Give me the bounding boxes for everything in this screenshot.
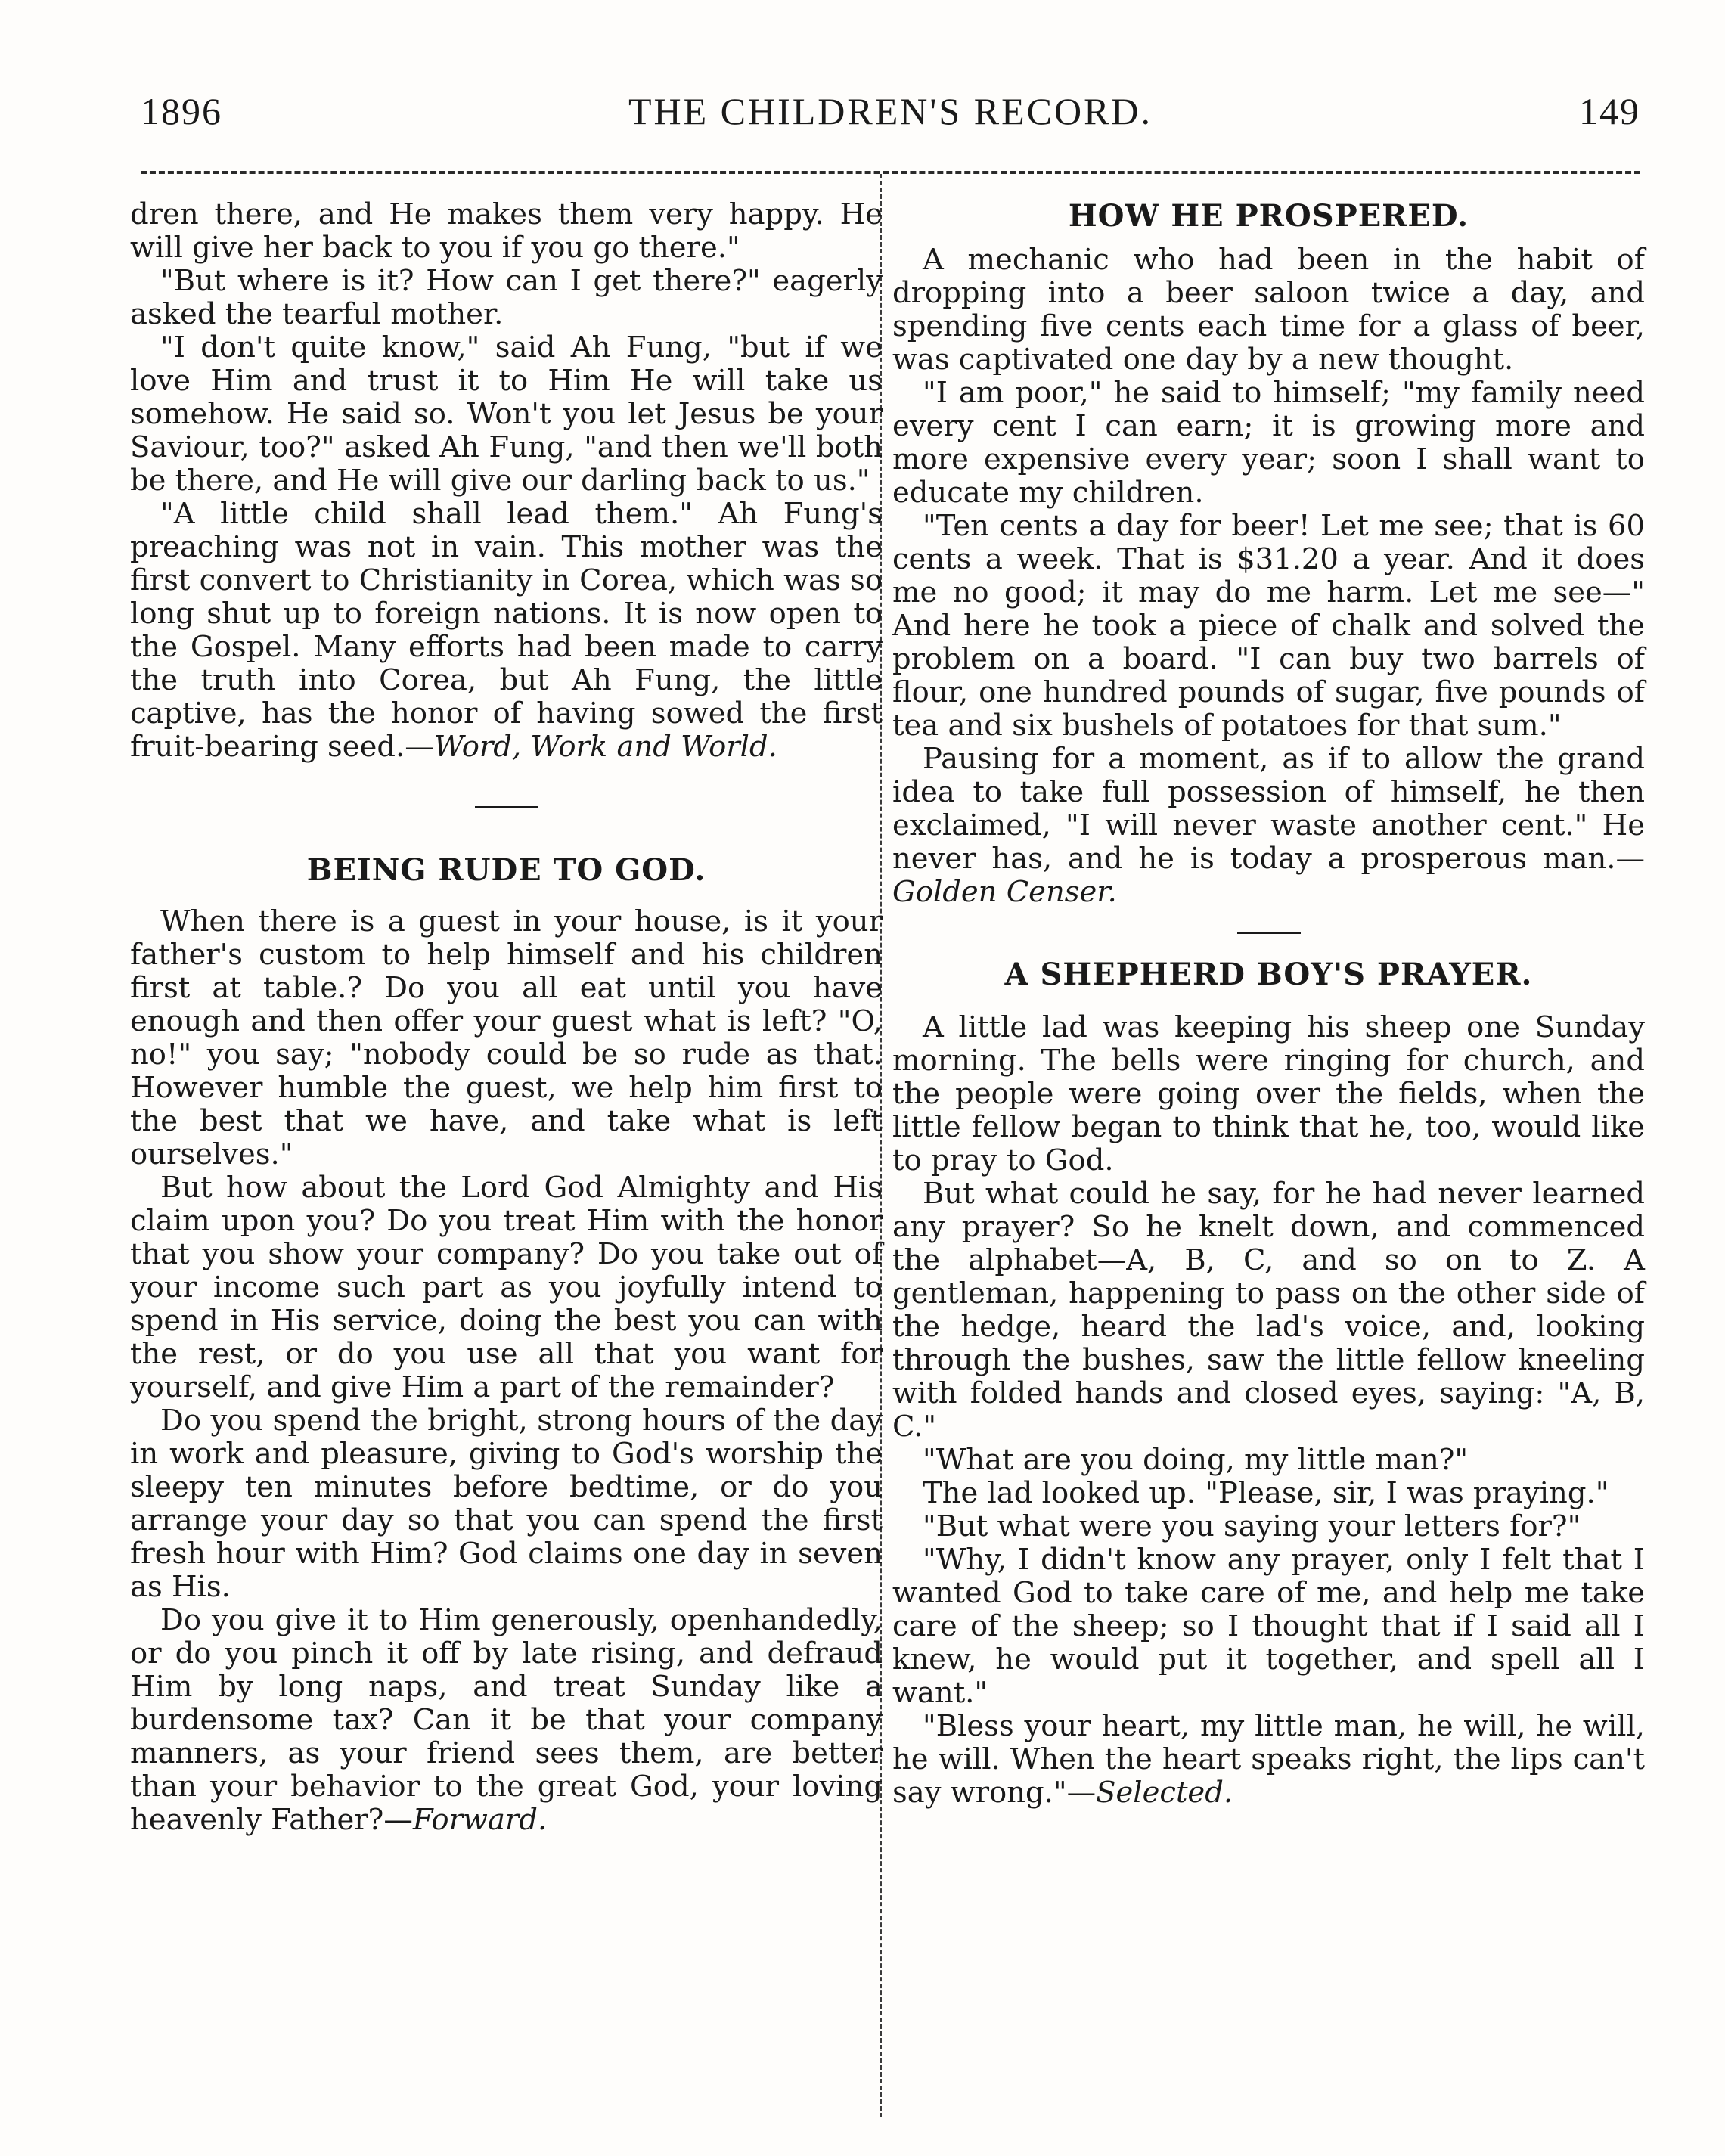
article-title-being-rude: BEING RUDE TO GOD. — [306, 852, 706, 888]
shepherd-paragraph: A little lad was keeping his sheep one Sunday morning. The bells were ringing for church, and the people were going over the fields, when the little fellow began to think that he, too, would like to pray to God. — [892, 1010, 1645, 1177]
header-rule — [141, 171, 1640, 174]
prospered-paragraph: "Ten cents a day for beer! Let me see; that is 60 cents a week. That is $31.20 a year. And it does me no good; it may do me harm. Let me see—" And here he took a piece of chalk and solved the problem on a board. "I can buy two barrels of flour, one hundred pounds of sugar, five pounds of tea and six bushels of potatoes for that sum." — [892, 509, 1645, 743]
story-end-attribution: Word, Work and World. — [433, 730, 777, 764]
prospered-paragraph — [892, 743, 1645, 909]
article-title-how-he-prospered: HOW HE PROSPERED. — [1068, 198, 1469, 234]
shepherd-attribution: Selected. — [1096, 1776, 1233, 1810]
story-end-paragraph — [130, 498, 883, 764]
prospered-attribution: Golden Censer. — [892, 875, 1117, 909]
being-rude-text: Do you give it to Him generously, openhandedly, or do you pinch it off by late rising, and defraud Him by long naps, and treat Sunday like a burdensome tax? Can it be that your company manners, as your friend sees them, are better than your behavior to the great God, your loving heavenly Father?— — [130, 1603, 883, 1837]
shepherd-text: "Bless your heart, my little man, he will, he will, he will. When the heart speaks right, the lips can't say wrong."— — [892, 1709, 1645, 1810]
prospered-paragraph: A mechanic who had been in the habit of dropping into a beer saloon twice a day, and spending five cents each time for a glass of beer, was captivated one day by a new thought. — [892, 243, 1645, 377]
prospered-paragraph: "I am poor," he said to himself; "my family need every cent I can earn; it is growing more and more expensive every year; soon I shall want to educate my children. — [892, 376, 1645, 510]
story-end-paragraph: "But where is it? How can I get there?" eagerly asked the tearful mother. — [130, 264, 883, 331]
shepherd-paragraph: The lad looked up. "Please, sir, I was praying." — [923, 1476, 1609, 1510]
story-end-text: "A little child shall lead them." Ah Fung's preaching was not in vain. This mother was the first convert to Christianity in Corea, which was so long shut up to foreign nations. It is now open to the Gospel. Many efforts had been made to carry the truth into Corea, but Ah Fung, the little captive, has the honor of having sowed the first fruit-bearing seed.— — [130, 497, 883, 764]
article-title-shepherd-boy: A SHEPHERD BOY'S PRAYER. — [1004, 957, 1533, 992]
shepherd-paragraph: "Why, I didn't know any prayer, only I felt that I wanted God to take care of me, and help me take care of the sheep; so I thought that if I said all I knew, he would put it together, and spell all I want." — [892, 1543, 1645, 1710]
being-rude-attribution: Forward. — [412, 1803, 548, 1837]
being-rude-paragraph: When there is a guest in your house, is it your father's custom to help himself and his children first at table.? Do you all eat until you have enough and then offer your guest what is left? "O, no!" you say; "nobody could be so rude as that. However humble the guest, we help him first to the best that we have, and take what is left ourselves." — [130, 904, 883, 1171]
page-year: 1896 — [141, 90, 222, 132]
story-end-paragraph: dren there, and He makes them very happy. He will give her back to you if you go there." — [130, 197, 883, 265]
prospered-text: Pausing for a moment, as if to allow the grand idea to take full possession of himself, he then exclaimed, "I will never waste another cent." He never has, and he is today a prosperous man.— — [892, 742, 1645, 876]
page-number: 149 — [1579, 90, 1640, 132]
right-column — [892, 198, 1645, 1810]
being-rude-paragraph — [130, 1604, 883, 1837]
shepherd-paragraph: But what could he say, for he had never learned any prayer? So he knelt down, and commenced the alphabet—A, B, C, and so on to Z. A gentleman, happening to pass on the other side of the hedge, heard the lad's voice, and, looking through the bushes, saw the little fellow kneeling with folded hands and closed eyes, saying: "A, B, C." — [892, 1177, 1645, 1444]
shepherd-paragraph — [892, 1710, 1645, 1810]
story-end-paragraph: "I don't quite know," said Ah Fung, "but if we love Him and trust it to Him He will take us somehow. He said so. Won't you let Jesus be your Saviour, too?" asked Ah Fung, "and then we'll both be there, and He will give our darling back to us." — [130, 330, 883, 498]
being-rude-paragraph: But how about the Lord God Almighty and His claim upon you? Do you treat Him with the honor that you show your company? Do you take out of your income such part as you joyfully intend to spend in His service, doing the best you can with the rest, or do you use all that you want for yourself, and give Him a part of the remainder? — [130, 1171, 883, 1404]
shepherd-paragraph: "What are you doing, my little man?" — [923, 1443, 1469, 1477]
running-head — [141, 89, 1640, 150]
left-column — [130, 198, 883, 1837]
shepherd-paragraph: "But what were you saying your letters for?" — [923, 1509, 1581, 1543]
publication-title: THE CHILDREN'S RECORD. — [628, 90, 1153, 132]
being-rude-paragraph: Do you spend the bright, strong hours of the day in work and pleasure, giving to God's worship the sleepy ten minutes before bedtime, or do you arrange your day so that you can spend the first fresh hour with Him? God claims one day in seven as His. — [130, 1404, 883, 1604]
